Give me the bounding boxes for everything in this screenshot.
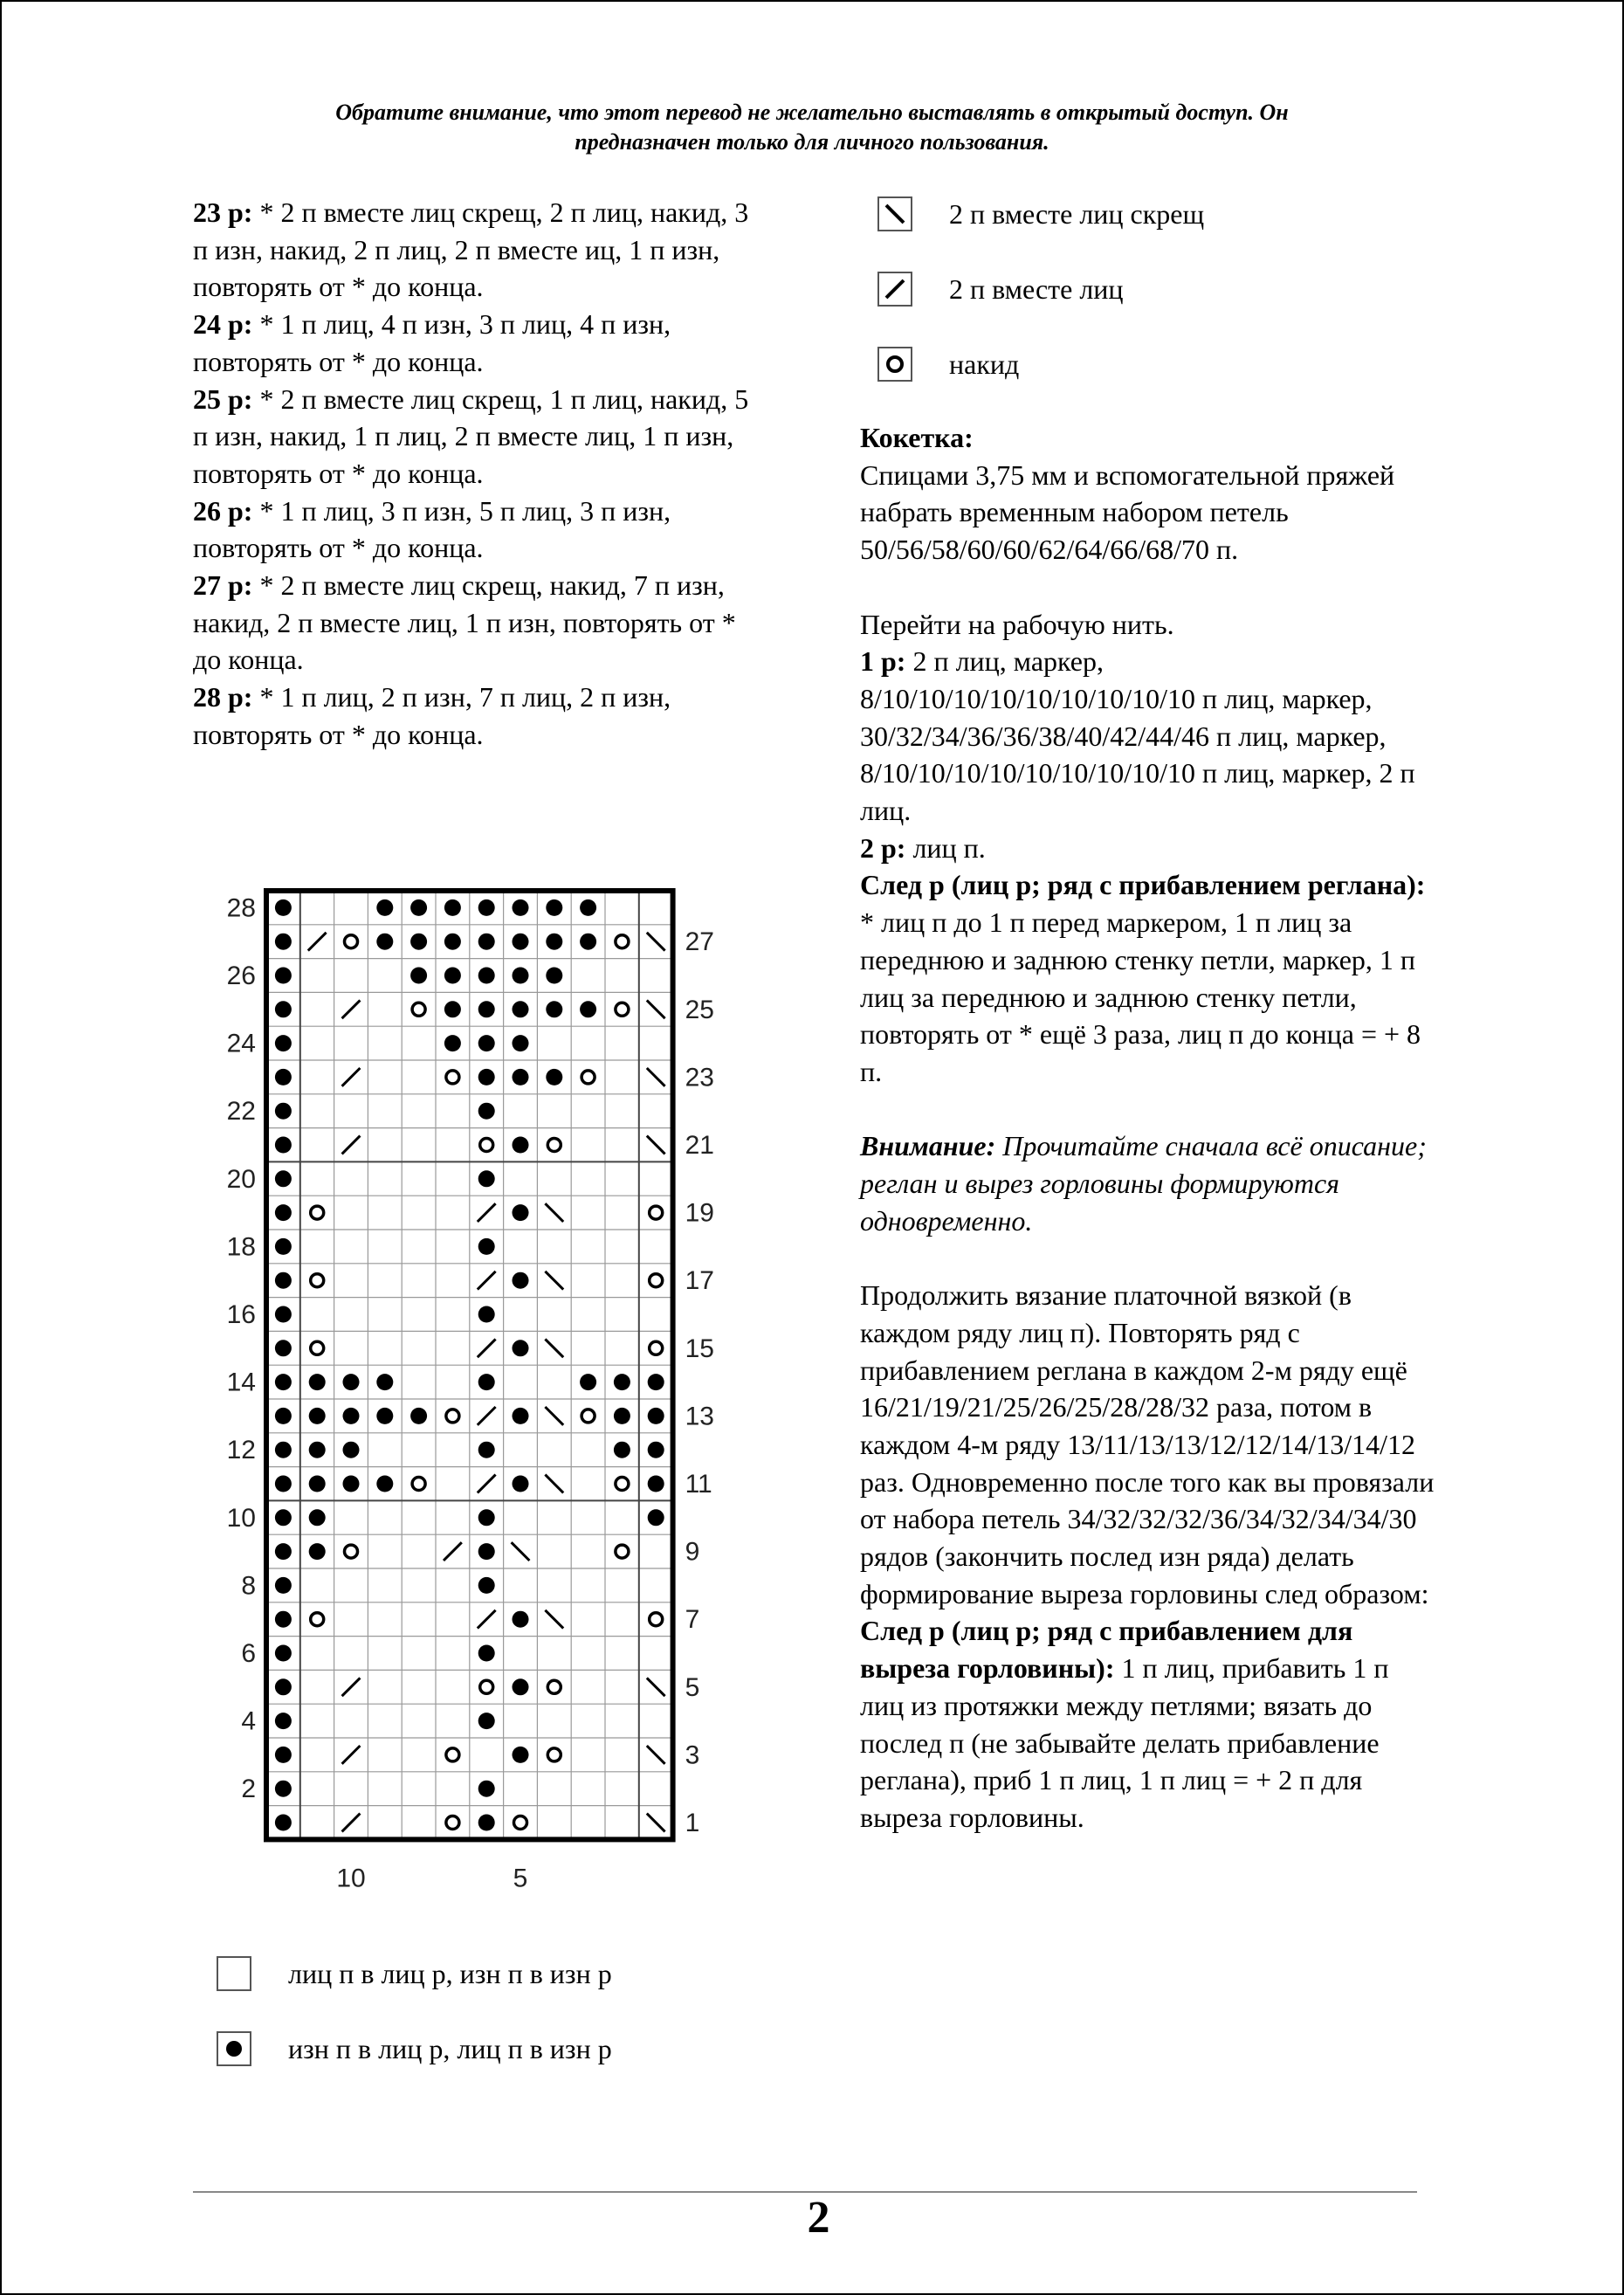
purl-stitch (580, 1374, 596, 1390)
purl-stitch (275, 1713, 292, 1729)
purl-stitch (275, 1374, 292, 1390)
yoke-cast-on: Спицами 3,75 мм и вспомогательной пряжей набрать временным набором петель 50/56/58/60/60/62/64/66/68/70 п. (860, 458, 1395, 566)
legend-item-purl (217, 2031, 612, 2066)
purl-stitch (376, 934, 393, 950)
purl-stitch (580, 899, 596, 916)
purl-stitch (275, 1747, 292, 1763)
yarn-over (480, 1680, 493, 1693)
purl-stitch (478, 1442, 495, 1458)
row-label-left: 16 (226, 1300, 256, 1329)
purl-stitch (275, 1442, 292, 1458)
ssk-stitch (647, 1678, 665, 1696)
purl-stitch (513, 934, 529, 950)
empty-square-icon (217, 1956, 251, 1991)
purl-stitch (513, 1678, 529, 1695)
yoke-row-1: 1 р: 2 п лиц, маркер, 8/10/10/10/10/10/10/10/10/10 п лиц, маркер, 30/32/34/36/36/38/40/42/44/46 п лиц, маркер, 8/10/10/10/10/10/10/10/10/10 п лиц, маркер, 2 п лиц. (860, 645, 1415, 827)
purl-stitch (275, 1238, 292, 1255)
column-label: 10 (336, 1864, 366, 1893)
legend-item-ssk (877, 196, 1204, 231)
row-label-left: 22 (226, 1097, 256, 1127)
row-label-right: 1 (685, 1809, 700, 1837)
k2tog-stitch (342, 1136, 361, 1154)
row-label: 24 р: (193, 308, 253, 341)
purl-stitch (275, 1645, 292, 1662)
purl-stitch (478, 934, 495, 950)
purl-stitch (614, 1408, 630, 1424)
row-label-right: 3 (685, 1740, 700, 1770)
purl-stitch (513, 968, 529, 984)
purl-stitch (513, 1035, 529, 1051)
purl-stitch (275, 1476, 292, 1492)
purl-stitch (309, 1408, 326, 1424)
row-label-left: 28 (226, 893, 256, 923)
yarn-over (345, 1545, 358, 1558)
yarn-over (547, 1748, 561, 1761)
legend-label: накид (949, 348, 1020, 380)
row-label-right: 9 (685, 1537, 700, 1567)
purl-stitch (546, 899, 562, 916)
purl-stitch (376, 899, 393, 916)
purl-stitch (513, 1272, 529, 1289)
yoke-raglan-row: След р (лиц р; ряд с прибавлением реглана): * лиц п до 1 п перед маркером, 1 п лиц за переднюю и заднюю стенку петли, маркер, 1 п лиц за переднюю и заднюю стенку петли, повторять от * ещё 3 раза, лиц п до конца = + 8 п. (860, 869, 1426, 1087)
ssk-stitch (647, 1814, 665, 1832)
purl-stitch (275, 1035, 292, 1051)
yarn-over (412, 1478, 425, 1491)
purl-stitch (275, 1543, 292, 1560)
purl-stitch (275, 1204, 292, 1221)
purl-stitch (410, 899, 427, 916)
purl-stitch (444, 1001, 461, 1017)
row-label-left: 14 (226, 1368, 256, 1397)
row-text: * 2 п вместе лиц скрещ, 2 п лиц, накид, 3 п изн, накид, 2 п лиц, 2 п вместе иц, 1 п изн, повторять от * до конца. (193, 196, 749, 303)
purl-stitch (275, 1170, 292, 1187)
row-text: * 2 п вместе лиц скрещ, накид, 7 п изн, накид, 2 п вместе лиц, 1 п изн, повторять от * до конца. (193, 569, 736, 676)
ssk-stitch (647, 1136, 665, 1154)
purl-stitch (513, 1137, 529, 1154)
purl-stitch (275, 1678, 292, 1695)
yarn-over (446, 1748, 459, 1761)
row-label-right: 15 (685, 1334, 714, 1363)
purl-stitch (478, 1781, 495, 1797)
purl-stitch (648, 1408, 664, 1424)
row-instructions (193, 194, 769, 754)
k2tog-stitch (342, 1068, 361, 1086)
legend-label: 2 п вместе лиц (949, 272, 1124, 305)
k2tog-stitch (342, 1678, 361, 1696)
purl-stitch (478, 968, 495, 984)
row-label-left: 24 (226, 1029, 256, 1058)
purl-stitch (343, 1374, 360, 1390)
purl-stitch (478, 1815, 495, 1831)
purl-stitch (648, 1442, 664, 1458)
row-label: 27 р: (193, 569, 253, 602)
purl-stitch (513, 1204, 529, 1221)
purl-stitch (275, 1340, 292, 1356)
k2tog-stitch (478, 1203, 496, 1222)
legend-label: 2 п вместе лиц скрещ (949, 197, 1205, 230)
ssk-stitch (545, 1272, 563, 1290)
yarn-over (547, 1680, 561, 1693)
attention-note: Внимание: Прочитайте сначала всё описание; реглан и вырез горловины формируются одновременно. (860, 1130, 1427, 1237)
purl-stitch (648, 1476, 664, 1492)
k2tog-stitch (478, 1610, 496, 1629)
legend-item-k2tog (877, 272, 1124, 307)
purl-stitch (478, 1509, 495, 1526)
yarn-over (581, 1071, 595, 1084)
row-label-left: 20 (226, 1164, 256, 1194)
neck-increase-row: След р (лиц р; ряд с прибавлением для выреза горловины): 1 п лиц, прибавить 1 п лиц из протяжки между петлями; вязать до послед п (не забывайте делать прибавление реглана), приб 1 п лиц, 1 п лиц = + 2 п для выреза горловины. (860, 1615, 1389, 1833)
purl-stitch (478, 899, 495, 916)
purl-stitch (275, 899, 292, 916)
row-label-right: 5 (685, 1672, 700, 1702)
legend-label: лиц п в лиц р, изн п в изн р (288, 1957, 612, 1989)
instruction-row (193, 679, 769, 753)
yarn-over (345, 935, 358, 948)
ssk-stitch (647, 1068, 665, 1086)
row-label-right: 19 (685, 1198, 714, 1228)
row-text: * 1 п лиц, 3 п изн, 5 п лиц, 3 п изн, повторять от * до конца. (193, 494, 671, 564)
row-label-left: 8 (241, 1571, 256, 1601)
purl-stitch (275, 1815, 292, 1831)
yarn-over (616, 935, 629, 948)
yarn-over-icon (877, 347, 912, 382)
instruction-row (193, 194, 769, 306)
purl-stitch (275, 1001, 292, 1017)
k2tog-stitch (342, 1000, 361, 1018)
purl-stitch (309, 1442, 326, 1458)
row-label: 25 р: (193, 382, 253, 415)
purl-stitch (376, 1408, 393, 1424)
purl-stitch (513, 1069, 529, 1085)
purl-stitch (478, 1103, 495, 1120)
purl-stitch (275, 1408, 292, 1424)
instruction-row (193, 493, 769, 567)
yarn-over (616, 1478, 629, 1491)
row-text: * 2 п вместе лиц скрещ, 1 п лиц, накид, 5 п изн, накид, 1 п лиц, 2 п вместе лиц, 1 п изн, повторять от * до конца. (193, 382, 749, 489)
row-label: 26 р: (193, 494, 253, 527)
instruction-row (193, 381, 769, 493)
purl-stitch (275, 1781, 292, 1797)
row-label-right: 17 (685, 1266, 714, 1296)
purl-stitch (546, 1001, 562, 1017)
k2tog-icon (877, 272, 912, 307)
purl-stitch (546, 934, 562, 950)
purl-stitch (478, 1001, 495, 1017)
purl-stitch (275, 1306, 292, 1323)
yoke-row-2: 2 р: лиц п. (860, 831, 986, 864)
purl-stitch (478, 1238, 495, 1255)
purl-stitch (410, 1408, 427, 1424)
purl-stitch (376, 1374, 393, 1390)
yarn-over (446, 1071, 459, 1084)
yoke-instructions (860, 419, 1436, 1837)
ssk-icon (877, 196, 912, 231)
yarn-over (650, 1341, 663, 1354)
purl-stitch (275, 1611, 292, 1628)
k2tog-stitch (342, 1746, 361, 1764)
instruction-row (193, 306, 769, 380)
row-label: 23 р: (193, 196, 253, 228)
row-label-right: 11 (685, 1470, 712, 1499)
purl-stitch (444, 899, 461, 916)
purl-stitch (648, 1374, 664, 1390)
yoke-continue: Продолжить вязание платочной вязкой (в каждом ряду лиц п). Повторять ряд с прибавлением реглана в каждом 2-м ряду ещё 16/21/19/21/25/26/25/28/28/32 раза, потом в каждом 4-м ряду 13/11/13/13/12/12/14/13/14/12 раз. Одновременно после того как вы провязали от набора петель 34/32/32/32/36/34/32/34/34/30 рядов (закончить послед изн ряда) делать формирование выреза горловины след образом: (860, 1279, 1435, 1609)
purl-stitch (275, 1577, 292, 1594)
k2tog-stitch (478, 1339, 496, 1357)
purl-stitch (478, 1543, 495, 1560)
row-label-left: 12 (226, 1436, 256, 1465)
instruction-row (193, 567, 769, 679)
purl-stitch (513, 1476, 529, 1492)
purl-stitch (343, 1476, 360, 1492)
k2tog-stitch (308, 933, 327, 951)
k2tog-stitch (444, 1542, 462, 1561)
purl-stitch (376, 1476, 393, 1492)
yarn-over (650, 1274, 663, 1287)
row-text: * 1 п лиц, 2 п изн, 7 п лиц, 2 п изн, повторять от * до конца. (193, 681, 671, 750)
purl-stitch (343, 1408, 360, 1424)
yarn-over (616, 1545, 629, 1558)
purl-stitch (546, 968, 562, 984)
purl-stitch (648, 1509, 664, 1526)
purl-stitch (478, 1170, 495, 1187)
yarn-over (480, 1139, 493, 1152)
ssk-stitch (545, 1339, 563, 1357)
row-label-left: 26 (226, 961, 256, 990)
purl-stitch (275, 1272, 292, 1289)
ssk-stitch (545, 1475, 563, 1493)
purl-stitch (513, 1747, 529, 1763)
purl-stitch (478, 1374, 495, 1390)
yarn-over (514, 1816, 527, 1830)
purl-stitch (546, 1069, 562, 1085)
ssk-stitch (545, 1407, 563, 1425)
purl-stitch (580, 1001, 596, 1017)
purl-stitch (275, 1069, 292, 1085)
purl-stitch (275, 1137, 292, 1154)
purl-stitch (309, 1374, 326, 1390)
yarn-over (446, 1409, 459, 1423)
purl-stitch (513, 1340, 529, 1356)
ssk-stitch (647, 1746, 665, 1764)
row-label-left: 10 (226, 1503, 256, 1533)
notice-line-2: предназначен только для личного пользования. (575, 129, 1049, 155)
purl-stitch (410, 934, 427, 950)
notice (183, 98, 1441, 157)
column-label: 5 (513, 1864, 528, 1893)
ssk-stitch (647, 933, 665, 951)
yarn-over (311, 1274, 324, 1287)
row-text: * 1 п лиц, 4 п изн, 3 п лиц, 4 п изн, повторять от * до конца. (193, 308, 671, 377)
ssk-stitch (545, 1203, 563, 1222)
k2tog-stitch (478, 1272, 496, 1290)
row-label-right: 25 (685, 995, 714, 1024)
filled-dot-icon (217, 2031, 251, 2066)
purl-stitch (614, 1374, 630, 1390)
purl-stitch (614, 1442, 630, 1458)
row-label-left: 4 (241, 1706, 256, 1736)
knitting-chart (210, 873, 751, 1912)
ssk-stitch (512, 1542, 530, 1561)
row-label-right: 21 (685, 1131, 714, 1160)
notice-line-1: Обратите внимание, что этот перевод не желательно выставлять в открытый доступ. Он (335, 100, 1289, 125)
yarn-over (547, 1139, 561, 1152)
yarn-over (581, 1409, 595, 1423)
purl-stitch (444, 968, 461, 984)
row-label-right: 23 (685, 1063, 714, 1092)
purl-stitch (513, 1408, 529, 1424)
ssk-stitch (545, 1610, 563, 1629)
yarn-over (412, 1003, 425, 1016)
purl-stitch (275, 934, 292, 950)
row-label: 28 р: (193, 681, 253, 713)
row-label-left: 6 (241, 1639, 256, 1668)
purl-stitch (275, 968, 292, 984)
row-label-right: 7 (685, 1605, 700, 1635)
purl-stitch (444, 934, 461, 950)
yarn-over (446, 1816, 459, 1830)
purl-stitch (478, 1577, 495, 1594)
page-number: 2 (807, 2193, 830, 2243)
legend-item-yarn-over (877, 347, 1019, 382)
purl-stitch (580, 934, 596, 950)
purl-stitch (478, 1713, 495, 1729)
purl-stitch (309, 1476, 326, 1492)
purl-stitch (275, 1509, 292, 1526)
purl-stitch (513, 899, 529, 916)
purl-stitch (309, 1543, 326, 1560)
yarn-over (650, 1613, 663, 1626)
row-label-right: 27 (685, 927, 714, 957)
purl-stitch (275, 1103, 292, 1120)
purl-stitch (410, 968, 427, 984)
purl-stitch (513, 1001, 529, 1017)
purl-stitch (478, 1645, 495, 1662)
ssk-stitch (647, 1000, 665, 1018)
yarn-over (616, 1003, 629, 1016)
row-label-left: 2 (241, 1775, 256, 1804)
row-label-left: 18 (226, 1232, 256, 1262)
purl-stitch (478, 1306, 495, 1323)
yarn-over (311, 1206, 324, 1219)
yoke-heading: Кокетка: (860, 422, 974, 453)
yarn-over (311, 1341, 324, 1354)
k2tog-stitch (478, 1475, 496, 1493)
purl-stitch (513, 1611, 529, 1628)
legend-item-knit (217, 1956, 612, 1991)
purl-stitch (444, 1035, 461, 1051)
legend-label: изн п в лиц р, лиц п в изн р (288, 2032, 612, 2064)
row-label-right: 13 (685, 1402, 714, 1431)
purl-stitch (343, 1442, 360, 1458)
yarn-over (650, 1206, 663, 1219)
purl-stitch (309, 1509, 326, 1526)
k2tog-stitch (478, 1407, 496, 1425)
yoke-switch-yarn: Перейти на рабочую нить. (860, 608, 1174, 640)
k2tog-stitch (342, 1814, 361, 1832)
purl-stitch (478, 1035, 495, 1051)
purl-stitch (478, 1069, 495, 1085)
yarn-over (311, 1613, 324, 1626)
